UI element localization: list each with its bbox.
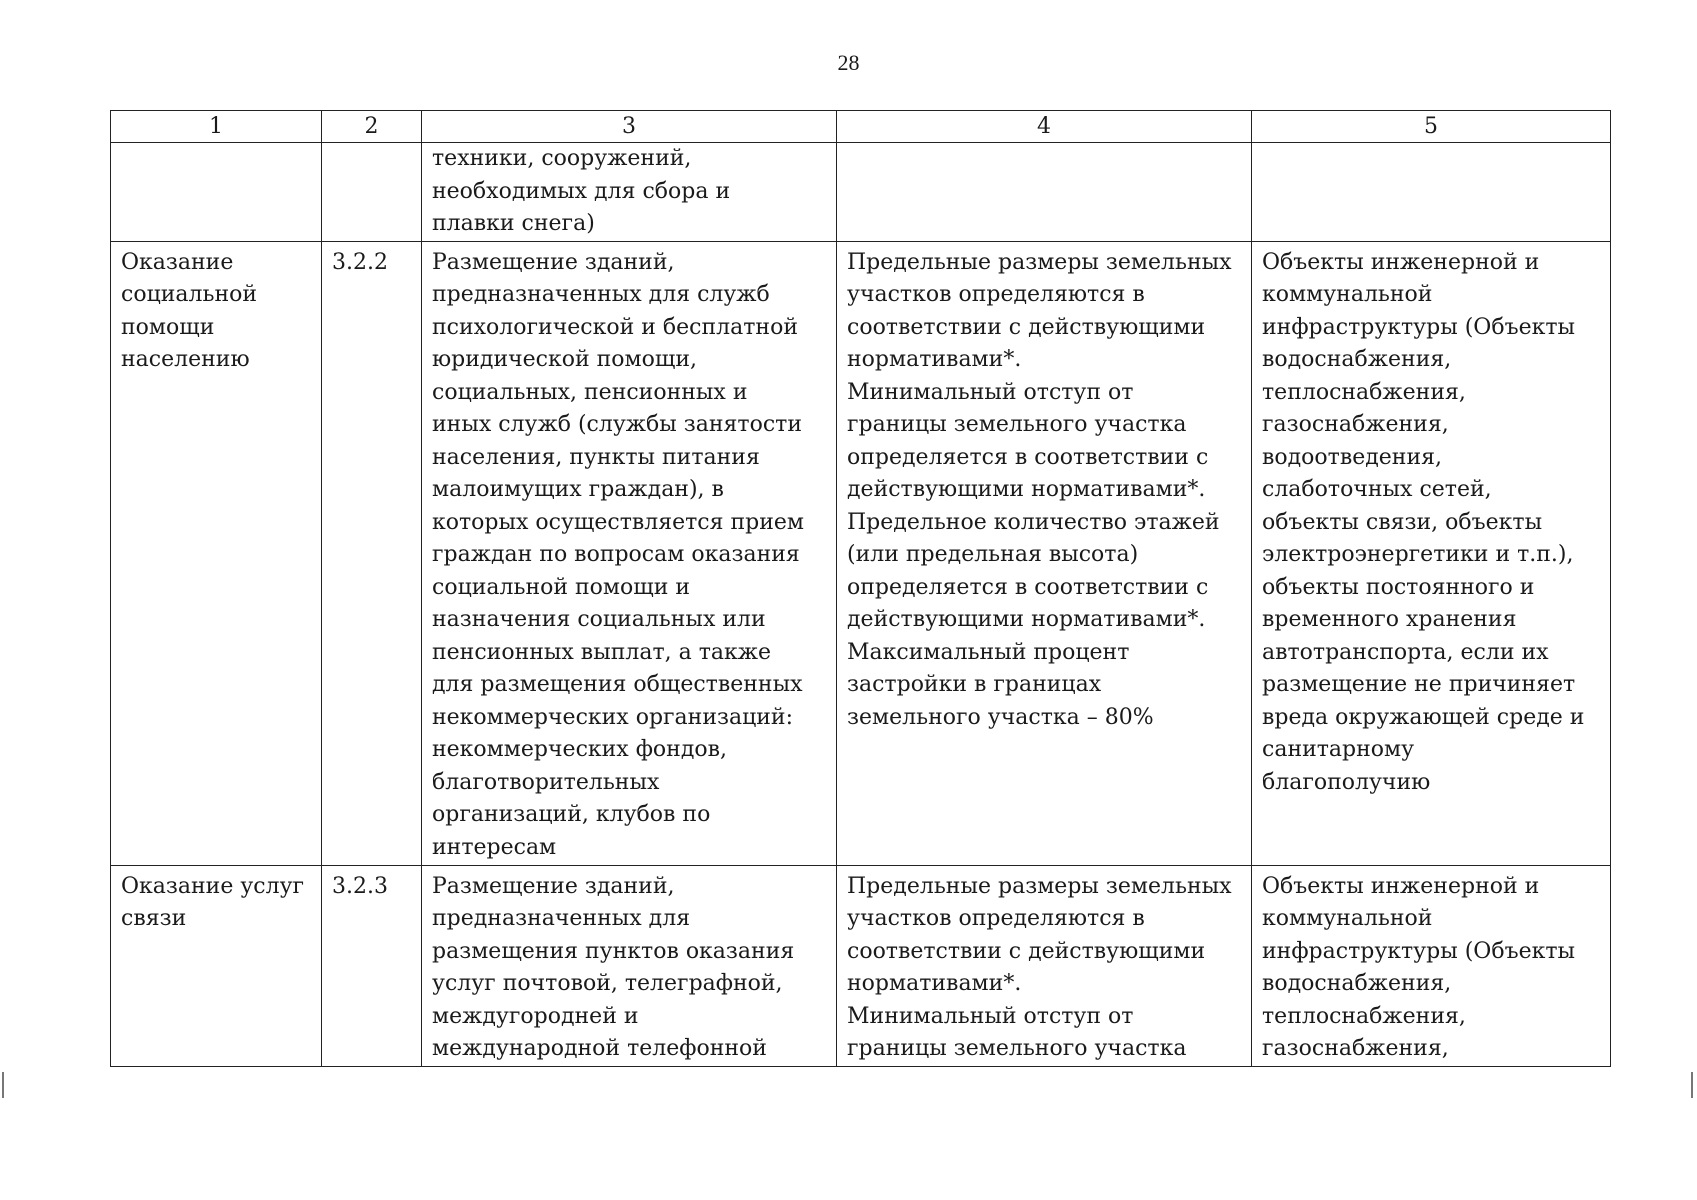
column-header-4: 4 bbox=[837, 111, 1252, 143]
parameters-text: Предельные размеры земельных участков определяются в соответствии с действующими нормативами*. Минимальный отступ от границы земельного участка определяется в соответствии с действующими нормативами*. Предельное количество этажей (или предельная высота) определяется в соответствии с действующими нормативами*. Максимальный процент застройки в границах земельного участка – 80% bbox=[847, 249, 1232, 730]
use-name-cell bbox=[111, 865, 322, 1066]
column-header-2: 2 bbox=[322, 111, 422, 143]
scan-edge-mark-left bbox=[2, 1072, 4, 1098]
column-header-1: 1 bbox=[111, 111, 322, 143]
description-text: Размещение зданий, предназначенных для размещения пунктов оказания услуг почтовой, телеграфной, междугородней и международной телефонной bbox=[432, 873, 795, 1061]
auxiliary-cell bbox=[1252, 143, 1611, 242]
use-code-cell bbox=[322, 241, 422, 865]
table-header-row bbox=[111, 111, 1611, 143]
use-code-cell bbox=[322, 143, 422, 242]
parameters-cell bbox=[837, 143, 1252, 242]
use-name-text: Оказание услуг связи bbox=[121, 873, 305, 931]
parameters-cell bbox=[837, 865, 1252, 1066]
description-cell bbox=[422, 143, 837, 242]
column-header-5: 5 bbox=[1252, 111, 1611, 143]
scan-edge-mark-right bbox=[1691, 1072, 1693, 1098]
auxiliary-cell bbox=[1252, 241, 1611, 865]
auxiliary-cell bbox=[1252, 865, 1611, 1066]
parameters-text: Предельные размеры земельных участков определяются в соответствии с действующими нормативами*. Минимальный отступ от границы земельного участка bbox=[847, 873, 1232, 1061]
use-name-cell bbox=[111, 241, 322, 865]
page-number: 28 bbox=[837, 50, 860, 75]
parameters-cell bbox=[837, 241, 1252, 865]
auxiliary-text: Объекты инженерной и коммунальной инфраструктуры (Объекты водоснабжения, теплоснабжения, газоснабжения, водоотведения, слаботочных сетей, объекты связи, объекты электроэнергетики и т.п.), объекты постоянного и временного хранения автотранспорта, если их размещение не причиняет вреда окружающей среде и санитарному благополучию bbox=[1262, 249, 1585, 795]
use-name-text: Оказание социальной помощи населению bbox=[121, 249, 258, 372]
use-name-cell bbox=[111, 143, 322, 242]
table-row bbox=[111, 865, 1611, 1066]
land-use-table bbox=[110, 110, 1611, 1067]
auxiliary-text: Объекты инженерной и коммунальной инфраструктуры (Объекты водоснабжения, теплоснабжения, газоснабжения, bbox=[1262, 873, 1576, 1061]
table-row bbox=[111, 241, 1611, 865]
description-text: Размещение зданий, предназначенных для служб психологической и бесплатной юридической помощи, социальных, пенсионных и иных служб (службы занятости населения, пункты питания малоимущих граждан), в которых осуществляется прием граждан по вопросам оказания социальной помощи и назначения социальных или пенсионных выплат, а также для размещения общественных некоммерческих организаций: некоммерческих фондов, благотворительных организаций, клубов по интересам bbox=[432, 249, 805, 860]
column-header-3: 3 bbox=[422, 111, 837, 143]
description-cell bbox=[422, 241, 837, 865]
use-code-text: 3.2.2 bbox=[332, 249, 388, 275]
description-cell bbox=[422, 865, 837, 1066]
description-text: техники, сооружений, необходимых для сбора и плавки снега) bbox=[432, 146, 731, 236]
use-code-cell bbox=[322, 865, 422, 1066]
use-code-text: 3.2.3 bbox=[332, 873, 388, 899]
table-row bbox=[111, 143, 1611, 242]
